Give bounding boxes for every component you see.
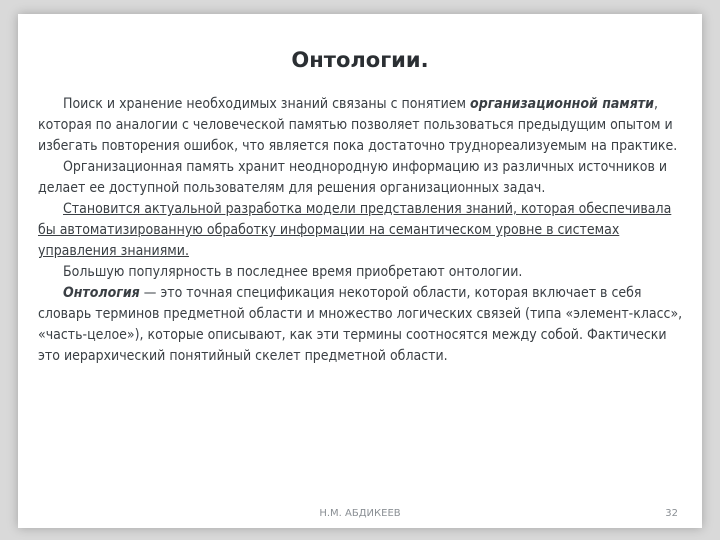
paragraph-1-lead: Поиск и хранение необходимых знаний связаны с понятием: [63, 96, 471, 112]
slide-body: [38, 94, 692, 367]
paragraph-organizational-memory: [38, 94, 692, 157]
paragraph-knowledge-model: Становится актуальной разработка модели представления знаний, которая обеспечивала бы автоматизированную обработку информации на семантическом уровне в системах управления знаниями.: [38, 201, 672, 259]
paragraph-5-rest: — это точная спецификация некоторой области, которая включает в себя словарь терминов предметной области и множество логических связей (типа «элемент-класс», «часть-целое»), которые описывают, как эти термины соотносятся между собой. Фактически это иерархический понятийный скелет предметной области.: [38, 285, 683, 364]
term-organizational-memory: организационной памяти: [470, 96, 654, 112]
paragraph-memory-storage: Организационная память хранит неоднородную информацию из различных источников и делает ее доступной пользователям для решения организационных задач.: [38, 159, 668, 196]
paragraph-1-rest: , которая по аналогии с человеческой памятью позволяет пользоваться предыдущим опытом и избегать повторения ошибок, что является пока достаточно труднореализуемым на практике.: [38, 96, 678, 154]
term-ontology: Онтология: [63, 285, 140, 301]
slide: [18, 14, 702, 528]
footer-author: Н.М. АБДИКЕЕВ: [319, 508, 401, 519]
slide-title: Онтологии.: [291, 48, 429, 72]
paragraph-ontology-popularity: Большую популярность в последнее время приобретают онтологии.: [63, 264, 523, 280]
paragraph-ontology-definition: [38, 283, 692, 367]
page-number: 32: [665, 508, 678, 519]
